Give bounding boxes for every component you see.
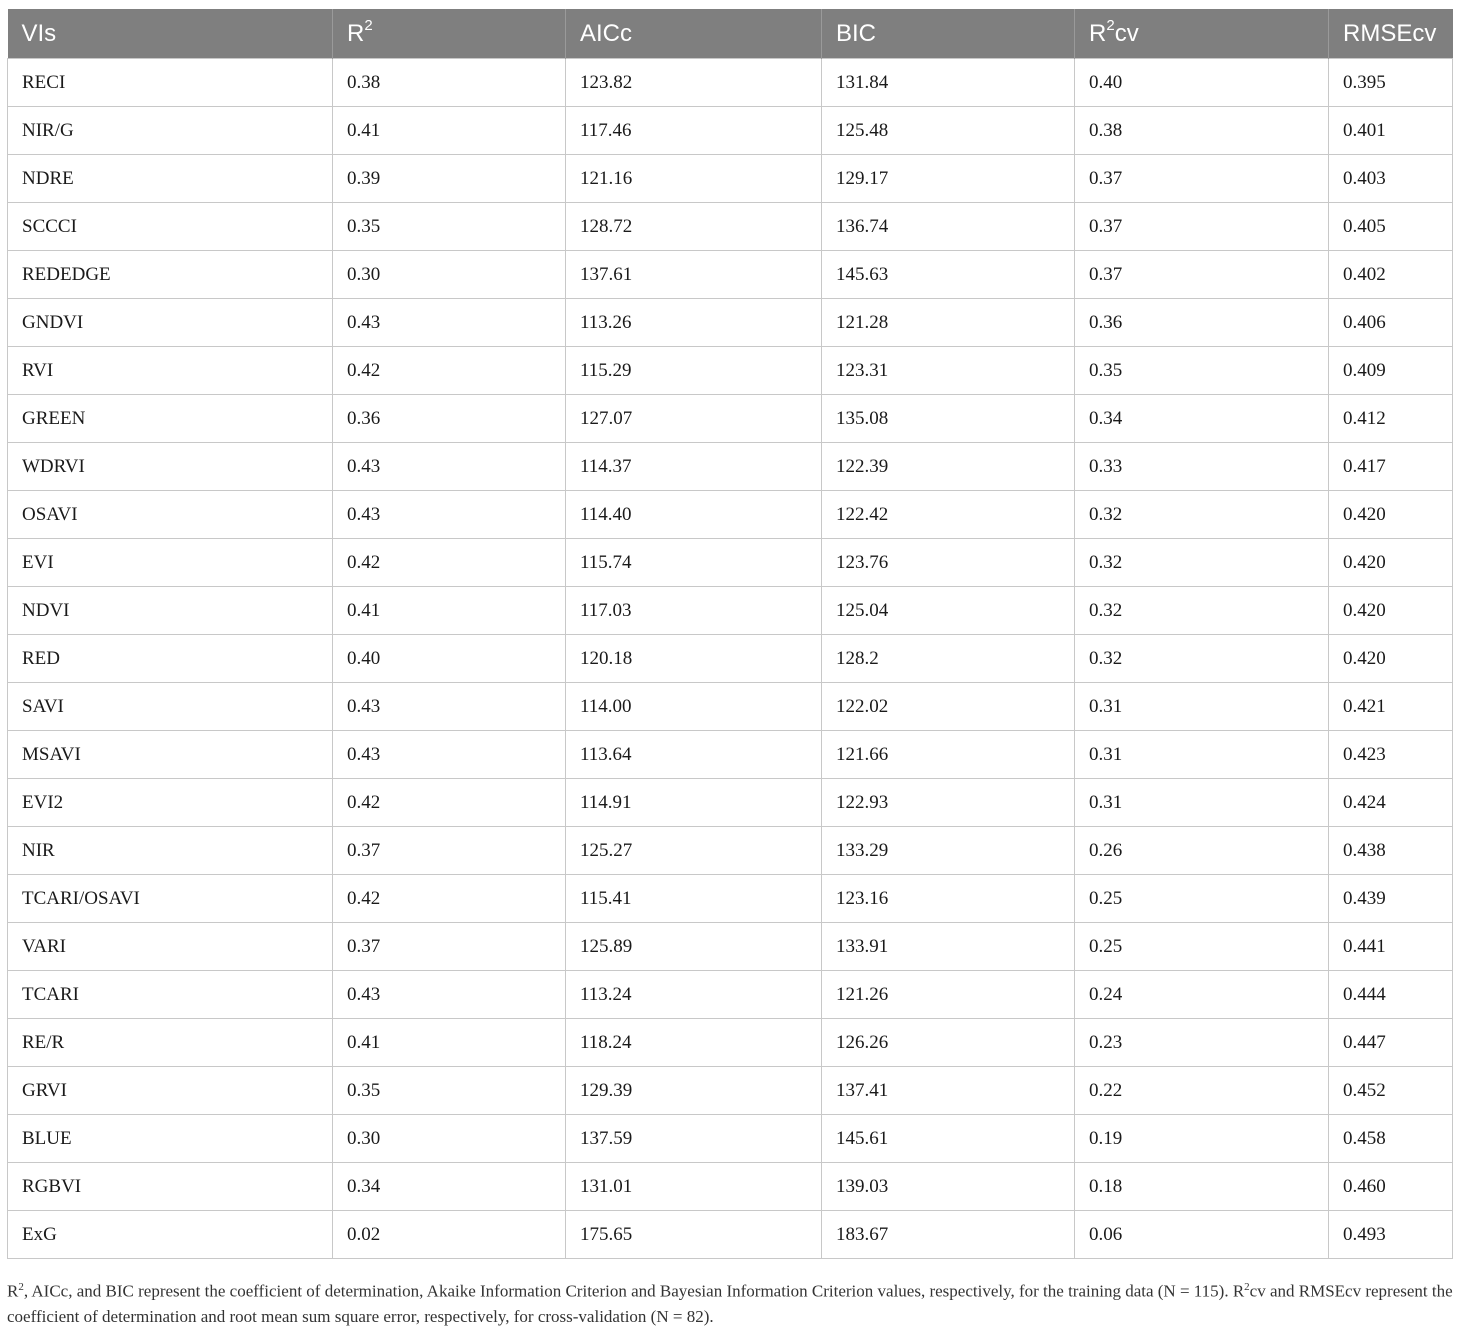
table-row xyxy=(8,1163,1453,1211)
cell-aicc: 113.24 xyxy=(566,971,822,1019)
header-aicc-label: AICc xyxy=(580,19,633,47)
cell-aicc: 114.40 xyxy=(566,491,822,539)
cell-aicc: 120.18 xyxy=(566,635,822,683)
header-r2cv xyxy=(1075,9,1329,59)
table-row xyxy=(8,827,1453,875)
cell-r2: 0.43 xyxy=(333,299,566,347)
header-rmsecv xyxy=(1329,9,1453,59)
cell-rmsecv: 0.401 xyxy=(1329,107,1453,155)
cell-bic: 145.63 xyxy=(822,251,1075,299)
cell-rmsecv: 0.420 xyxy=(1329,587,1453,635)
cell-rmsecv: 0.406 xyxy=(1329,299,1453,347)
cell-r2: 0.36 xyxy=(333,395,566,443)
cell-r2cv: 0.36 xyxy=(1075,299,1329,347)
table-row xyxy=(8,299,1453,347)
cell-bic: 121.66 xyxy=(822,731,1075,779)
cell-r2cv: 0.31 xyxy=(1075,683,1329,731)
cell-bic: 129.17 xyxy=(822,155,1075,203)
cell-r2: 0.43 xyxy=(333,491,566,539)
cell-vi-name: REDEDGE xyxy=(8,251,333,299)
cell-aicc: 115.29 xyxy=(566,347,822,395)
cell-bic: 145.61 xyxy=(822,1115,1075,1163)
cell-rmsecv: 0.458 xyxy=(1329,1115,1453,1163)
cell-r2: 0.43 xyxy=(333,443,566,491)
cell-r2: 0.42 xyxy=(333,779,566,827)
cell-r2: 0.34 xyxy=(333,1163,566,1211)
cell-aicc: 113.26 xyxy=(566,299,822,347)
cell-r2: 0.30 xyxy=(333,1115,566,1163)
table-row xyxy=(8,1019,1453,1067)
table-row xyxy=(8,443,1453,491)
header-r2cv-base: R xyxy=(1089,20,1107,47)
cell-aicc: 125.27 xyxy=(566,827,822,875)
header-vis-label: VIs xyxy=(21,19,57,47)
cell-r2cv: 0.37 xyxy=(1075,203,1329,251)
cell-aicc: 114.91 xyxy=(566,779,822,827)
table-row xyxy=(8,59,1453,107)
footnote-r2-superscript: 2 xyxy=(18,1281,24,1293)
cell-rmsecv: 0.447 xyxy=(1329,1019,1453,1067)
cell-r2: 0.35 xyxy=(333,1067,566,1115)
cell-bic: 183.67 xyxy=(822,1211,1075,1259)
cell-bic: 122.93 xyxy=(822,779,1075,827)
cell-bic: 131.84 xyxy=(822,59,1075,107)
cell-r2: 0.30 xyxy=(333,251,566,299)
footnote-validation-text: cv and RMSEcv represent the coefficient of determination and root mean sum square error, respectively, for cross-validation (N = 82). xyxy=(7,1281,1453,1326)
cell-vi-name: EVI xyxy=(8,539,333,587)
cell-rmsecv: 0.493 xyxy=(1329,1211,1453,1259)
vegetation-index-results-table xyxy=(7,9,1453,1259)
cell-rmsecv: 0.409 xyxy=(1329,347,1453,395)
table-row xyxy=(8,683,1453,731)
cell-r2cv: 0.35 xyxy=(1075,347,1329,395)
table-row xyxy=(8,923,1453,971)
cell-vi-name: VARI xyxy=(8,923,333,971)
cell-r2cv: 0.38 xyxy=(1075,107,1329,155)
cell-bic: 137.41 xyxy=(822,1067,1075,1115)
cell-vi-name: NDRE xyxy=(8,155,333,203)
cell-bic: 121.26 xyxy=(822,971,1075,1019)
cell-r2: 0.43 xyxy=(333,731,566,779)
header-vis xyxy=(8,9,333,59)
cell-aicc: 123.82 xyxy=(566,59,822,107)
table-row xyxy=(8,635,1453,683)
cell-r2cv: 0.19 xyxy=(1075,1115,1329,1163)
table-row xyxy=(8,539,1453,587)
cell-r2: 0.41 xyxy=(333,107,566,155)
cell-bic: 122.39 xyxy=(822,443,1075,491)
cell-bic: 123.76 xyxy=(822,539,1075,587)
results-table-container xyxy=(7,9,1452,1259)
header-r2cv-suffix: cv xyxy=(1114,20,1139,47)
cell-r2cv: 0.25 xyxy=(1075,875,1329,923)
table-row xyxy=(8,107,1453,155)
cell-r2cv: 0.32 xyxy=(1075,491,1329,539)
cell-aicc: 125.89 xyxy=(566,923,822,971)
cell-vi-name: TCARI xyxy=(8,971,333,1019)
cell-vi-name: RED xyxy=(8,635,333,683)
cell-r2cv: 0.06 xyxy=(1075,1211,1329,1259)
table-row xyxy=(8,875,1453,923)
table-row xyxy=(8,1115,1453,1163)
cell-aicc: 118.24 xyxy=(566,1019,822,1067)
table-row xyxy=(8,251,1453,299)
cell-bic: 126.26 xyxy=(822,1019,1075,1067)
cell-rmsecv: 0.438 xyxy=(1329,827,1453,875)
cell-vi-name: WDRVI xyxy=(8,443,333,491)
cell-bic: 133.29 xyxy=(822,827,1075,875)
cell-rmsecv: 0.441 xyxy=(1329,923,1453,971)
cell-bic: 125.04 xyxy=(822,587,1075,635)
footnote-r2cv-superscript: 2 xyxy=(1244,1281,1250,1293)
cell-r2: 0.02 xyxy=(333,1211,566,1259)
cell-r2cv: 0.18 xyxy=(1075,1163,1329,1211)
cell-bic: 121.28 xyxy=(822,299,1075,347)
table-row xyxy=(8,1067,1453,1115)
cell-rmsecv: 0.460 xyxy=(1329,1163,1453,1211)
cell-vi-name: EVI2 xyxy=(8,779,333,827)
cell-vi-name: GREEN xyxy=(8,395,333,443)
cell-r2cv: 0.23 xyxy=(1075,1019,1329,1067)
cell-aicc: 175.65 xyxy=(566,1211,822,1259)
cell-rmsecv: 0.395 xyxy=(1329,59,1453,107)
table-row xyxy=(8,155,1453,203)
header-bic xyxy=(822,9,1075,59)
cell-vi-name: NIR/G xyxy=(8,107,333,155)
cell-aicc: 137.61 xyxy=(566,251,822,299)
table-body xyxy=(8,59,1453,1259)
cell-vi-name: NDVI xyxy=(8,587,333,635)
cell-aicc: 117.46 xyxy=(566,107,822,155)
cell-aicc: 114.37 xyxy=(566,443,822,491)
table-row xyxy=(8,203,1453,251)
header-r2 xyxy=(333,9,566,59)
cell-aicc: 129.39 xyxy=(566,1067,822,1115)
cell-aicc: 127.07 xyxy=(566,395,822,443)
cell-r2cv: 0.31 xyxy=(1075,731,1329,779)
footnote-r2-base: R xyxy=(7,1281,19,1301)
cell-r2cv: 0.32 xyxy=(1075,539,1329,587)
cell-vi-name: GRVI xyxy=(8,1067,333,1115)
cell-r2: 0.41 xyxy=(333,1019,566,1067)
table-row xyxy=(8,731,1453,779)
cell-bic: 128.2 xyxy=(822,635,1075,683)
cell-bic: 123.16 xyxy=(822,875,1075,923)
cell-aicc: 114.00 xyxy=(566,683,822,731)
cell-rmsecv: 0.421 xyxy=(1329,683,1453,731)
cell-vi-name: MSAVI xyxy=(8,731,333,779)
cell-rmsecv: 0.424 xyxy=(1329,779,1453,827)
cell-r2cv: 0.33 xyxy=(1075,443,1329,491)
cell-r2cv: 0.24 xyxy=(1075,971,1329,1019)
cell-vi-name: SCCCI xyxy=(8,203,333,251)
cell-vi-name: RVI xyxy=(8,347,333,395)
header-r2-superscript: 2 xyxy=(364,17,373,34)
cell-r2cv: 0.25 xyxy=(1075,923,1329,971)
cell-r2cv: 0.26 xyxy=(1075,827,1329,875)
table-row xyxy=(8,491,1453,539)
cell-r2: 0.35 xyxy=(333,203,566,251)
cell-r2cv: 0.37 xyxy=(1075,251,1329,299)
cell-aicc: 115.74 xyxy=(566,539,822,587)
cell-r2cv: 0.34 xyxy=(1075,395,1329,443)
cell-rmsecv: 0.405 xyxy=(1329,203,1453,251)
cell-rmsecv: 0.412 xyxy=(1329,395,1453,443)
cell-vi-name: NIR xyxy=(8,827,333,875)
cell-rmsecv: 0.444 xyxy=(1329,971,1453,1019)
cell-vi-name: RE/R xyxy=(8,1019,333,1067)
cell-rmsecv: 0.423 xyxy=(1329,731,1453,779)
cell-r2cv: 0.32 xyxy=(1075,587,1329,635)
cell-aicc: 115.41 xyxy=(566,875,822,923)
cell-bic: 139.03 xyxy=(822,1163,1075,1211)
cell-rmsecv: 0.403 xyxy=(1329,155,1453,203)
cell-vi-name: RECI xyxy=(8,59,333,107)
table-row xyxy=(8,971,1453,1019)
cell-r2: 0.38 xyxy=(333,59,566,107)
cell-r2cv: 0.31 xyxy=(1075,779,1329,827)
cell-aicc: 117.03 xyxy=(566,587,822,635)
cell-r2: 0.39 xyxy=(333,155,566,203)
cell-r2: 0.41 xyxy=(333,587,566,635)
cell-r2: 0.37 xyxy=(333,923,566,971)
cell-aicc: 128.72 xyxy=(566,203,822,251)
cell-r2cv: 0.32 xyxy=(1075,635,1329,683)
cell-vi-name: ExG xyxy=(8,1211,333,1259)
cell-r2: 0.42 xyxy=(333,875,566,923)
cell-vi-name: GNDVI xyxy=(8,299,333,347)
cell-vi-name: SAVI xyxy=(8,683,333,731)
cell-rmsecv: 0.420 xyxy=(1329,491,1453,539)
cell-r2cv: 0.37 xyxy=(1075,155,1329,203)
cell-aicc: 121.16 xyxy=(566,155,822,203)
header-r2cv-superscript: 2 xyxy=(1106,17,1115,34)
cell-bic: 123.31 xyxy=(822,347,1075,395)
table-row xyxy=(8,1211,1453,1259)
table-footnote xyxy=(7,1275,1457,1329)
header-r2-base: R xyxy=(347,20,365,47)
cell-vi-name: TCARI/OSAVI xyxy=(8,875,333,923)
header-aicc xyxy=(566,9,822,59)
table-header xyxy=(8,9,1453,59)
cell-bic: 122.42 xyxy=(822,491,1075,539)
cell-aicc: 113.64 xyxy=(566,731,822,779)
header-rmsecv-label: RMSEcv xyxy=(1343,19,1437,47)
cell-bic: 136.74 xyxy=(822,203,1075,251)
table-row xyxy=(8,395,1453,443)
cell-r2: 0.43 xyxy=(333,683,566,731)
table-row xyxy=(8,347,1453,395)
cell-r2: 0.40 xyxy=(333,635,566,683)
cell-vi-name: OSAVI xyxy=(8,491,333,539)
cell-bic: 133.91 xyxy=(822,923,1075,971)
header-row xyxy=(8,9,1453,59)
cell-vi-name: BLUE xyxy=(8,1115,333,1163)
cell-rmsecv: 0.439 xyxy=(1329,875,1453,923)
cell-aicc: 137.59 xyxy=(566,1115,822,1163)
cell-r2cv: 0.22 xyxy=(1075,1067,1329,1115)
cell-bic: 122.02 xyxy=(822,683,1075,731)
table-row xyxy=(8,587,1453,635)
cell-vi-name: RGBVI xyxy=(8,1163,333,1211)
cell-aicc: 131.01 xyxy=(566,1163,822,1211)
footnote-r2cv-base: R xyxy=(1232,1281,1245,1301)
cell-rmsecv: 0.420 xyxy=(1329,539,1453,587)
table-row xyxy=(8,779,1453,827)
cell-bic: 135.08 xyxy=(822,395,1075,443)
header-bic-label: BIC xyxy=(836,19,877,47)
footnote-training-text: , AICc, and BIC represent the coefficient of determination, Akaike Information Criterion and Bayesian Information Criterion values, respectively, for the training data (N = 115). xyxy=(23,1281,1233,1301)
cell-rmsecv: 0.402 xyxy=(1329,251,1453,299)
cell-r2: 0.37 xyxy=(333,827,566,875)
cell-r2: 0.43 xyxy=(333,971,566,1019)
cell-r2: 0.42 xyxy=(333,539,566,587)
cell-bic: 125.48 xyxy=(822,107,1075,155)
cell-rmsecv: 0.452 xyxy=(1329,1067,1453,1115)
cell-rmsecv: 0.420 xyxy=(1329,635,1453,683)
cell-rmsecv: 0.417 xyxy=(1329,443,1453,491)
cell-r2: 0.42 xyxy=(333,347,566,395)
cell-r2cv: 0.40 xyxy=(1075,59,1329,107)
